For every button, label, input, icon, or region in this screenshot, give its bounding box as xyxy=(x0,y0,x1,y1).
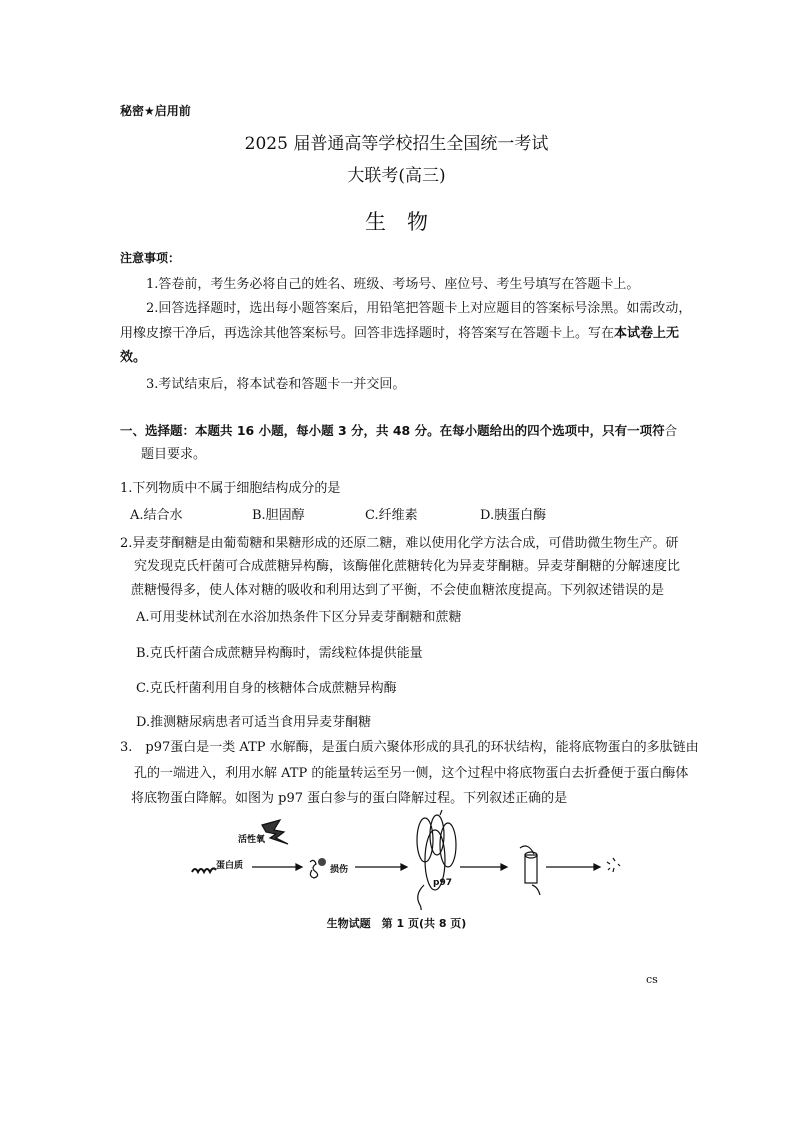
q3-stem-line: 3. p97蛋白是一类 ATP 水解酶，是蛋白质六聚体形成的具孔的环状结构，能将底物蛋白的多肽链由 xyxy=(120,740,699,755)
notice-item-2-end: 效。 xyxy=(120,350,147,365)
q1-option-d: D.胰蛋白酶 xyxy=(480,508,547,523)
damage-label: 损伤 xyxy=(330,865,349,875)
damaged-protein-icon xyxy=(310,860,318,878)
notice-text: 用橡皮擦干净后，再选涂其他答案标号。回答非选择题时，将答案写在答题卡上。写在 xyxy=(120,326,615,341)
q1-option-a: A.结合水 xyxy=(130,508,183,523)
p97-hexamer-icon xyxy=(417,810,456,910)
q2-stem-line: 究发现克氏杆菌可合成蔗糖异构酶，该酶催化蔗糖转化为异麦芽酮糖。异麦芽酮糖的分解速度比 xyxy=(134,559,681,574)
q3-stem-line: 孔的一端进入，利用水解 ATP 的能量转运至另一侧，这个过程中将底物蛋白去折叠便于蛋白酶体 xyxy=(134,766,689,781)
exam-subtitle: 大联考(高三) xyxy=(347,166,446,186)
p97-label: p97 xyxy=(433,878,452,888)
notice-item-3: 3.考试结束后，将本试卷和答题卡一并交回。 xyxy=(146,377,406,392)
q1-stem: 1.下列物质中不属于细胞结构成分的是 xyxy=(120,481,341,496)
q3-stem-line: 将底物蛋白降解。如图为 p97 蛋白参与的蛋白降解过程。下列叙述正确的是 xyxy=(131,791,568,806)
peptide-fragments-icon xyxy=(607,858,620,872)
q1-option-b: B.胆固醇 xyxy=(252,508,305,523)
q2-option-c: C.克氏杆菌利用自身的核糖体合成蔗糖异构酶 xyxy=(136,681,397,696)
notice-bold-text: 本试卷上无 xyxy=(614,326,680,341)
notice-item-1: 1.答卷前，考生务必将自己的姓名、班级、考场号、座位号、考生号填写在答题卡上。 xyxy=(146,277,640,292)
confidential-label: 秘密★启用前 xyxy=(120,104,191,118)
section-heading-end: 合 xyxy=(664,423,678,438)
section-heading xyxy=(120,423,677,439)
notice-heading: 注意事项： xyxy=(120,251,181,265)
q3-figure xyxy=(180,810,640,910)
protein-label: 蛋白质 xyxy=(216,861,244,871)
scanner-mark: cs xyxy=(646,973,658,986)
protein-degradation-diagram xyxy=(180,810,640,910)
q2-option-a: A.可用斐林试剂在水浴加热条件下区分异麦芽酮糖和蔗糖 xyxy=(136,610,462,625)
exam-title: 2025 届普通高等学校招生全国统一考试 xyxy=(244,134,549,154)
section-heading-cont: 题目要求。 xyxy=(141,447,207,462)
q2-option-d: D.推测糖尿病患者可适当食用异麦芽酮糖 xyxy=(136,715,372,730)
notice-item-2: 2.回答选择题时，选出每小题答案后，用铅笔把答题卡上对应题目的答案标号涂黑。如需改动， xyxy=(146,301,692,316)
q2-stem-line: 2.异麦芽酮糖是由葡萄糖和果糖形成的还原二糖，难以使用化学方法合成，可借助微生物生产。研 xyxy=(120,536,679,551)
page-footer: 生物试题 第 1 页(共 8 页) xyxy=(326,917,467,930)
section-heading-bold: 一、选择题：本题共 16 小题，每小题 3 分，共 48 分。在每小题给出的四个选项中，只有一项符 xyxy=(120,423,665,438)
proteasome-icon xyxy=(520,846,540,895)
notice-item-2-cont xyxy=(120,326,679,342)
q2-stem-line: 蔗糖慢得多，使人体对糖的吸收和利用达到了平衡，不会使血糖浓度提高。下列叙述错误的是 xyxy=(131,583,665,598)
ros-label: 活性氧 xyxy=(238,835,266,845)
subject-title: 生 物 xyxy=(365,210,428,234)
q2-option-b: B.克氏杆菌合成蔗糖异构酶时，需线粒体提供能量 xyxy=(136,646,423,661)
lightning-icon xyxy=(262,820,288,844)
coiled-protein-icon xyxy=(192,868,216,872)
q1-option-c: C.纤维素 xyxy=(365,508,418,523)
